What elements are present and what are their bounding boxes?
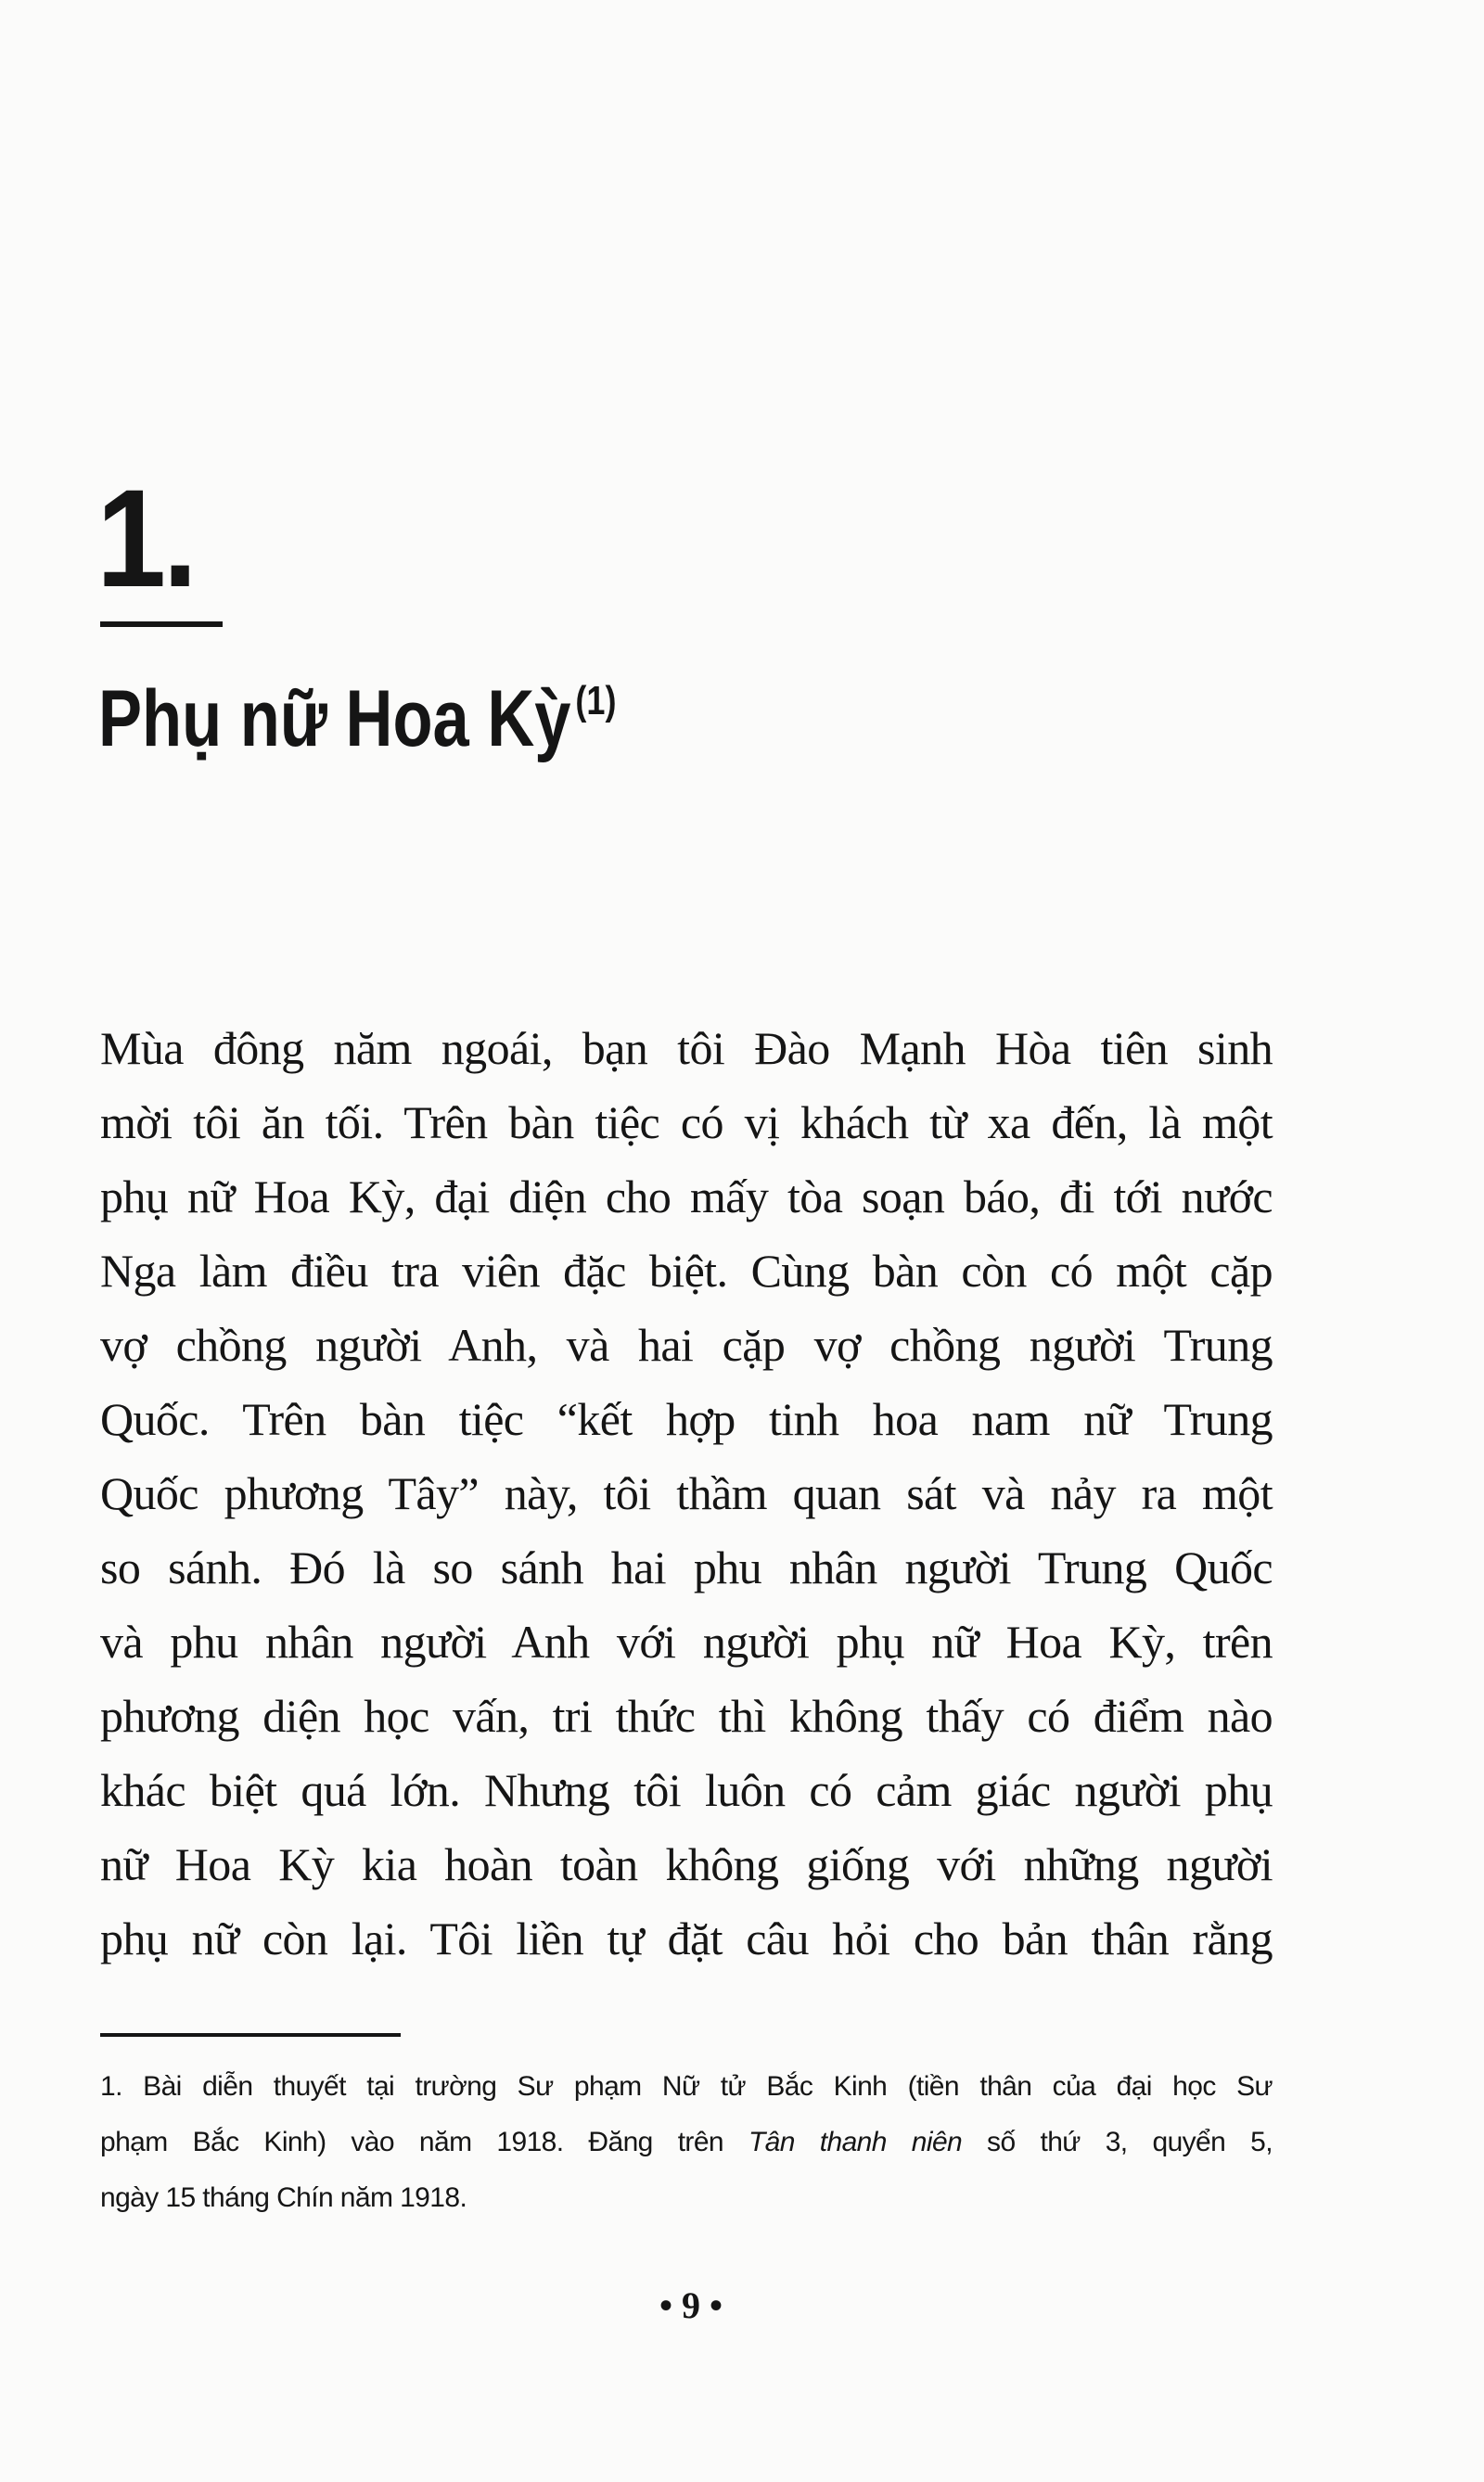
body-line: nữ Hoa Kỳ kia hoàn toàn không giống với những người: [100, 1838, 1273, 1890]
footnote-line: ngày 15 tháng Chín năm 1918.: [100, 2182, 467, 2213]
body-line: khác biệt quá lớn. Nhưng tôi luôn có cảm giác người phụ: [100, 1764, 1273, 1816]
body-line: mời tôi ăn tối. Trên bàn tiệc có vị khách từ xa đến, là một: [100, 1096, 1273, 1148]
footnote-divider: [100, 2033, 401, 2037]
footnote-text: số thứ 3, quyển 5,: [962, 2127, 1273, 2157]
footnote-text: phạm Bắc Kinh) vào năm 1918. Đăng trên: [100, 2127, 748, 2157]
footnote-line: [100, 2115, 1273, 2170]
chapter-number: 1.: [96, 460, 195, 616]
footnote-publication-title: Tân thanh niên: [748, 2127, 963, 2157]
body-line: Quốc phương Tây” này, tôi thầm quan sát và nảy ra một: [100, 1467, 1273, 1519]
body-line: Quốc. Trên bàn tiệc “kết hợp tinh hoa nam nữ Trung: [100, 1393, 1273, 1445]
body-line: Mùa đông năm ngoái, bạn tôi Đào Mạnh Hòa tiên sinh: [100, 1022, 1273, 1074]
footnote-line: 1. Bài diễn thuyết tại trường Sư phạm Nữ tử Bắc Kinh (tiền thân của đại học Sư: [100, 2071, 1273, 2102]
footnote-reference: (1): [575, 678, 617, 723]
body-line: vợ chồng người Anh, và hai cặp vợ chồng người Trung: [100, 1319, 1273, 1371]
body-line: phụ nữ Hoa Kỳ, đại diện cho mấy tòa soạn báo, đi tới nước: [100, 1171, 1273, 1222]
body-line: phương diện học vấn, tri thức thì không thấy có điểm nào: [100, 1690, 1273, 1742]
body-line: phụ nữ còn lại. Tôi liền tự đặt câu hỏi cho bản thân rằng: [100, 1913, 1273, 1964]
body-line: Nga làm điều tra viên đặc biệt. Cùng bàn còn có một cặp: [100, 1245, 1273, 1297]
page-number: • 9 •: [659, 2284, 723, 2326]
chapter-number-underline: [100, 621, 223, 627]
chapter-title-text: Phụ nữ Hoa Kỳ: [98, 674, 571, 763]
body-line: so sánh. Đó là so sánh hai phu nhân người Trung Quốc: [100, 1542, 1273, 1593]
body-line: và phu nhân người Anh với người phụ nữ Hoa Kỳ, trên: [100, 1616, 1273, 1668]
body-text: [100, 1011, 1273, 1976]
chapter-title: [98, 675, 617, 763]
footnote: [100, 2059, 1273, 2226]
